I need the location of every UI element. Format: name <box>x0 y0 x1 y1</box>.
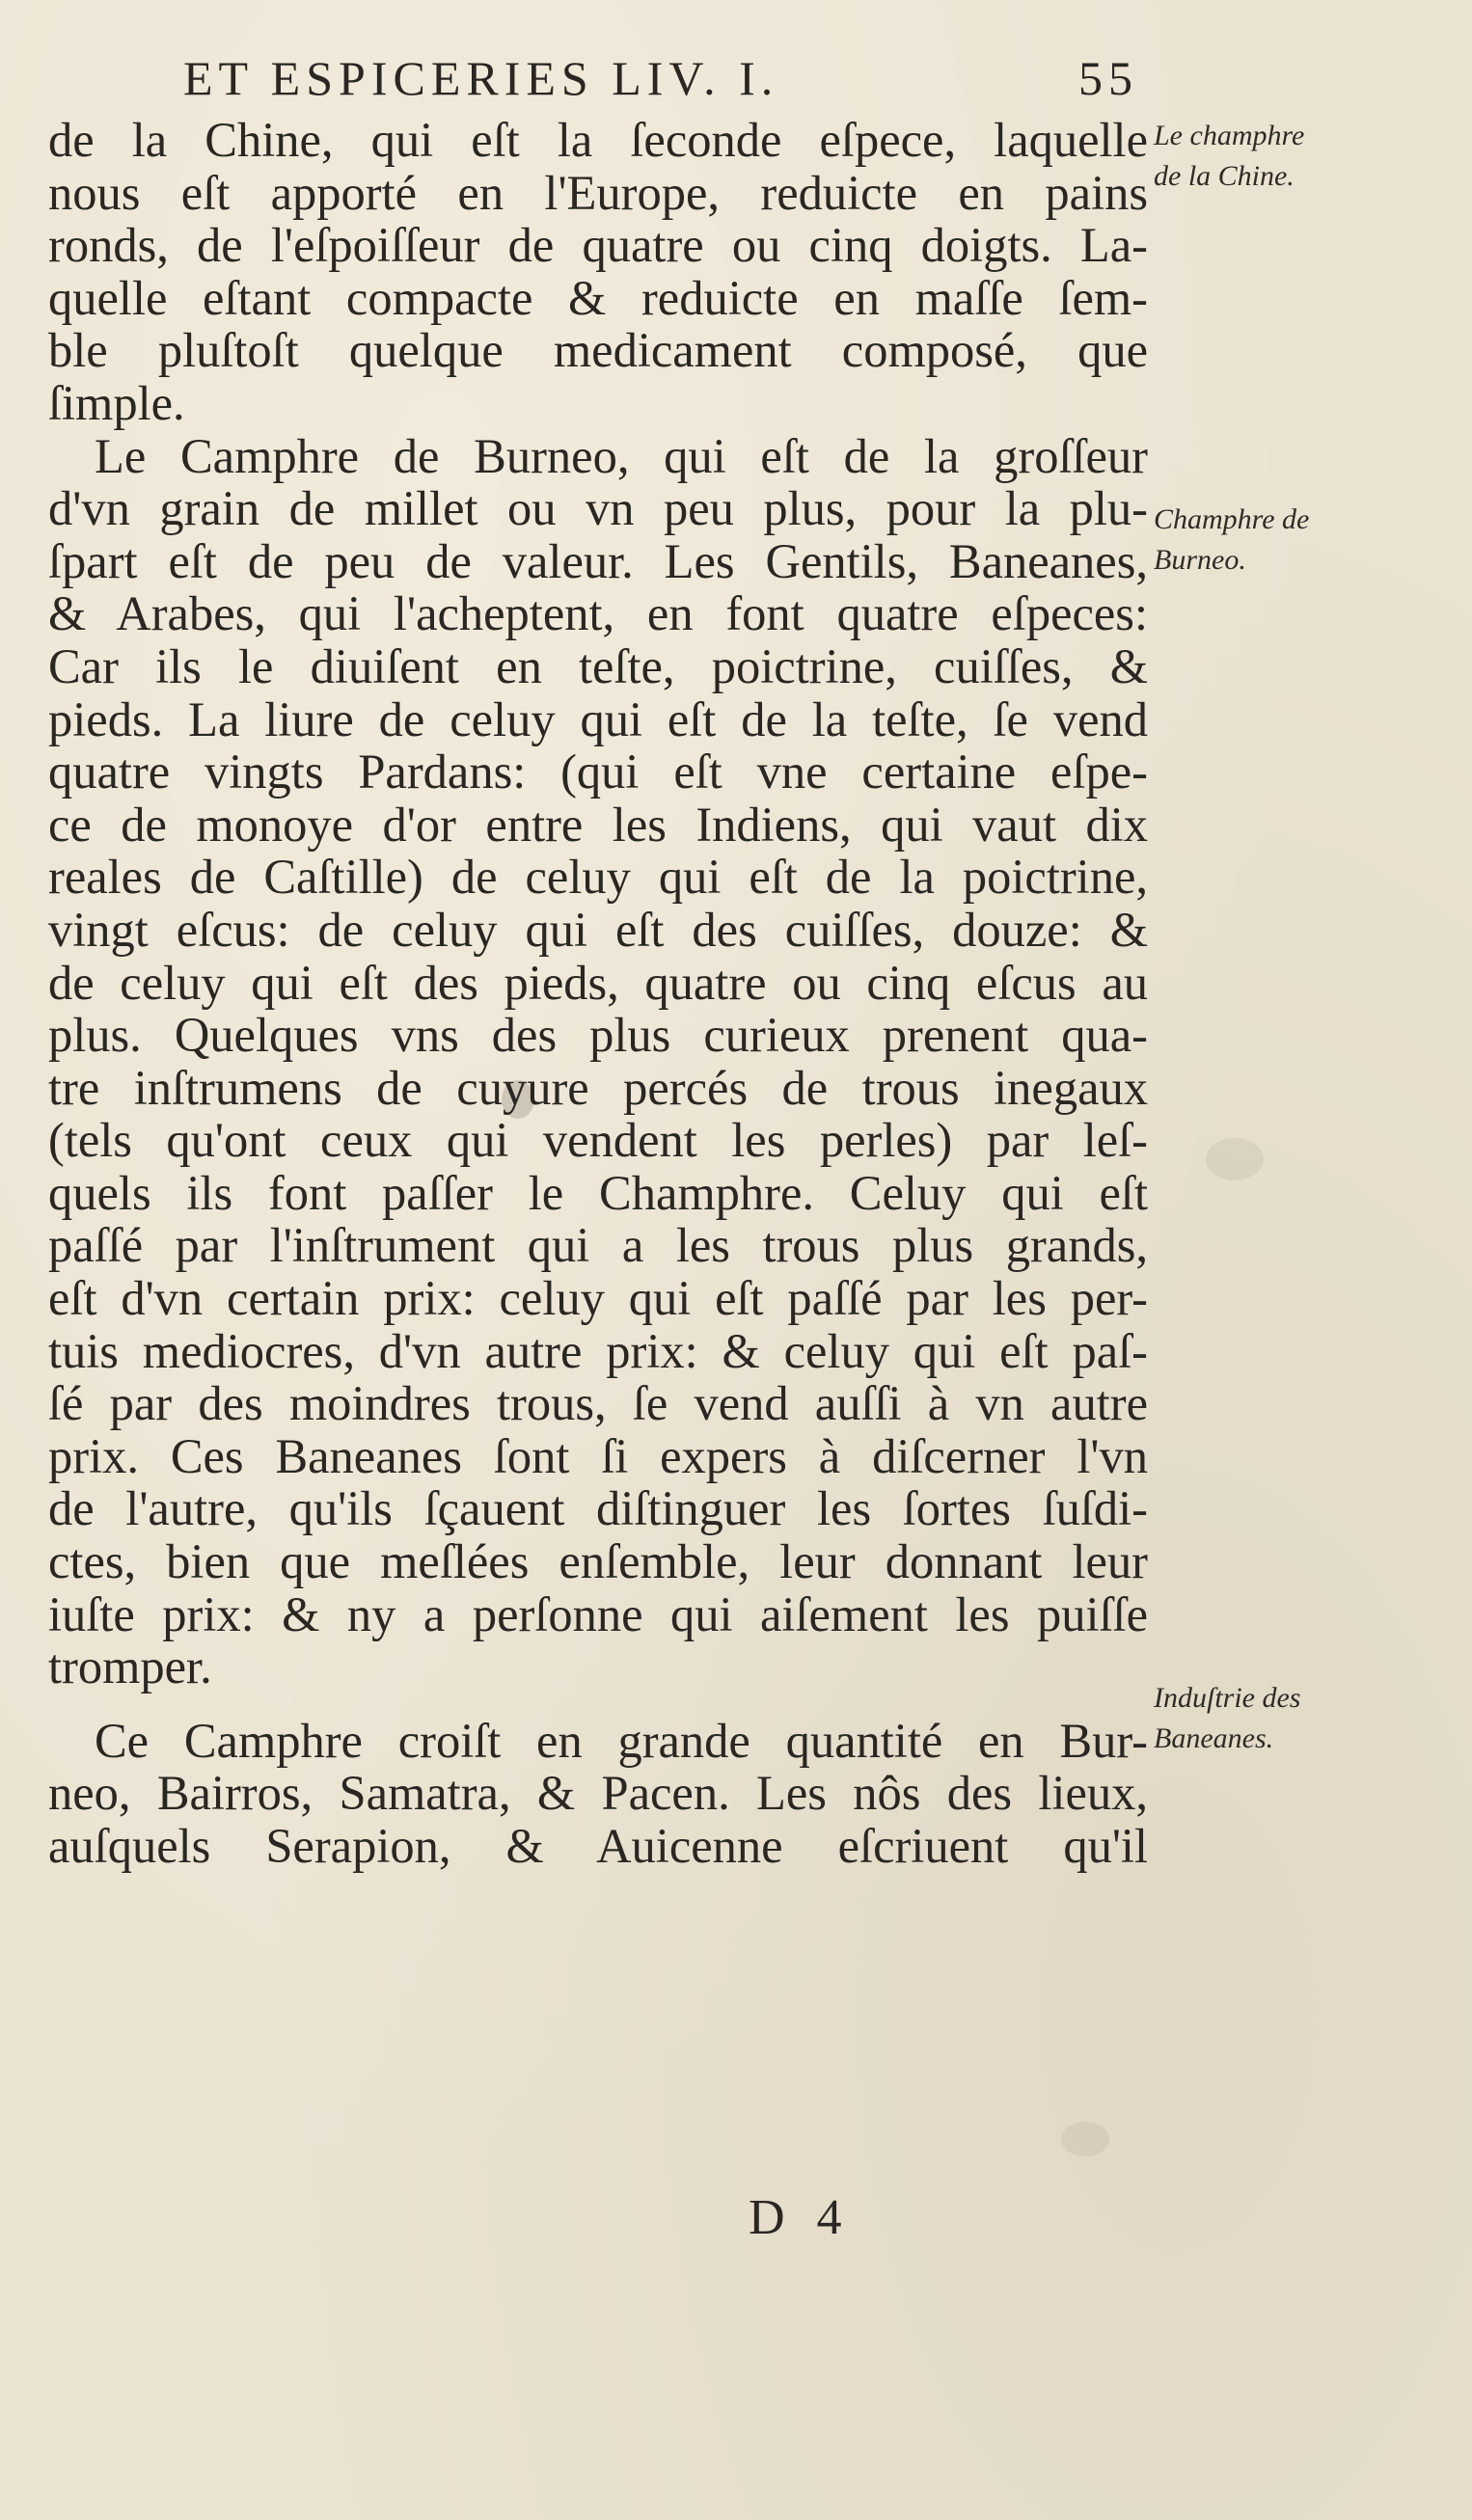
margin-note-line: Burneo. <box>1154 544 1246 576</box>
text-line: ctes, bien que meſlées enſemble, leur donnant leur <box>48 1534 1148 1589</box>
text-line: ronds, de l'eſpoiſſeur de quatre ou cinq doigts. La- <box>48 218 1148 273</box>
text-line: ſé par des moindres trous, ſe vend auſſi à vn autre <box>48 1376 1148 1431</box>
text-line: tromper. <box>48 1639 212 1694</box>
text-line: Car ils le diuiſent en teſte, poictrine, cuiſſes, & <box>48 638 1148 693</box>
paragraph-start-line: Ce Camphre croiſt en grande quantité en Bur- <box>95 1713 1148 1768</box>
main-text <box>48 114 1148 1873</box>
text-line: prix. Ces Baneanes ſont ſi expers à diſcerner l'vn <box>48 1428 1148 1483</box>
margin-note-line: Baneanes. <box>1154 1722 1274 1754</box>
foxing-stain <box>1206 1138 1264 1180</box>
text-line: (tels qu'ont ceux qui vendent les perles) par leſ- <box>48 1113 1148 1168</box>
text-line: plus. Quelques vns des plus curieux prenent qua- <box>48 1008 1148 1063</box>
page-number: 55 <box>1078 51 1138 105</box>
margin-note-line: Champhre de <box>1154 503 1310 535</box>
margin-note-camphor-china <box>1154 116 1304 197</box>
text-line: ce de monoye d'or entre les Indiens, qui vaut dix <box>48 797 1148 852</box>
text-line: de celuy qui eſt des pieds, quatre ou cinq eſcus au <box>48 955 1148 1010</box>
text-line: de l'autre, qu'ils ſçauent diſtinguer les ſortes ſuſdi- <box>48 1481 1148 1536</box>
paragraph-start-line: Le Camphre de Burneo, qui eſt de la groſſeur <box>95 428 1148 483</box>
paragraph-gap <box>48 1694 1148 1715</box>
margin-note-line: de la Chine. <box>1154 160 1295 192</box>
text-line: reales de Caſtille) de celuy qui eſt de la poictrine, <box>48 850 1148 905</box>
margin-note-camphor-burneo <box>1154 500 1309 581</box>
text-line: pieds. La liure de celuy qui eſt de la teſte, ſe vend <box>48 691 1148 746</box>
running-header <box>183 50 1138 118</box>
text-line: d'vn grain de millet ou vn peu plus, pour la plu- <box>48 481 1148 536</box>
text-line: paſſé par l'inſtrument qui a les trous plus grands, <box>48 1218 1148 1273</box>
text-line: ble pluſtoſt quelque medicament composé, que <box>48 323 1148 378</box>
text-line: auſquels Serapion, & Auicenne eſcriuent qu'il <box>48 1819 1148 1873</box>
running-title: ET ESPICERIES LIV. I. <box>183 51 779 105</box>
text-line: ſpart eſt de peu de valeur. Les Gentils, Baneanes, <box>48 533 1148 588</box>
text-line: tre inſtrumens de cuyure percés de trous inegaux <box>48 1060 1148 1115</box>
foxing-stain <box>1061 2122 1109 2156</box>
text-line: de la Chine, qui eſt la ſeconde eſpece, laquelle <box>48 113 1148 167</box>
margin-note-line: Le champhre <box>1154 120 1305 151</box>
text-line: eſt d'vn certain prix: celuy qui eſt paſſé par les per- <box>48 1271 1148 1326</box>
text-line: quels ils font paſſer le Champhre. Celuy qui eſt <box>48 1165 1148 1220</box>
signature-mark: D 4 <box>749 2190 852 2245</box>
text-line: neo, Bairros, Samatra, & Pacen. Les nôs des lieux, <box>48 1766 1148 1821</box>
text-line: quatre vingts Pardans: (qui eſt vne certaine eſpe- <box>48 745 1148 799</box>
text-line: iuſte prix: & ny a perſonne qui aiſement les puiſſe <box>48 1586 1148 1641</box>
text-line: nous eſt apporté en l'Europe, reduicte en pains <box>48 165 1148 220</box>
text-line: ſimple. <box>48 375 185 430</box>
text-line: & Arabes, qui l'acheptent, en font quatre eſpeces: <box>48 586 1148 641</box>
margin-note-line: Induſtrie des <box>1154 1682 1301 1714</box>
margin-note-baneanes-industry <box>1154 1678 1300 1759</box>
text-line: tuis mediocres, d'vn autre prix: & celuy qui eſt paſ- <box>48 1323 1148 1378</box>
text-line: quelle eſtant compacte & reduicte en maſſe ſem- <box>48 270 1148 325</box>
text-line: vingt eſcus: de celuy qui eſt des cuiſſes, douze: & <box>48 902 1148 957</box>
